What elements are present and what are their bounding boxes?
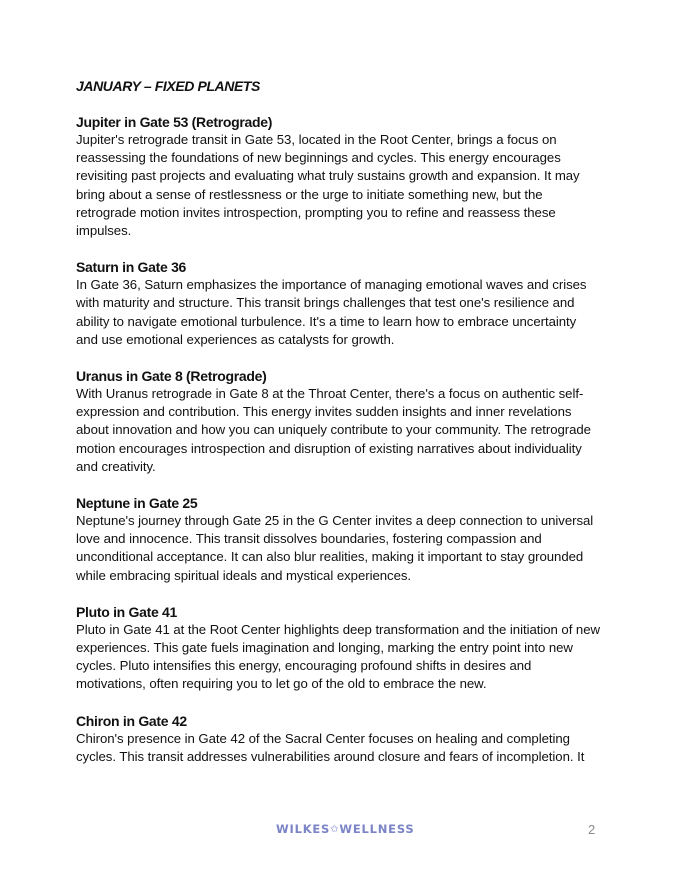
brand-logo-left: WILKES (276, 822, 331, 836)
planet-title: Chiron in Gate 42 (76, 712, 187, 729)
brand-logo (276, 822, 414, 836)
planet-section-uranus (76, 367, 601, 476)
section-heading: JANUARY – FIXED PLANETS (76, 78, 260, 94)
planet-title: Uranus in Gate 8 (Retrograde) (76, 368, 267, 385)
planet-body: Chiron's presence in Gate 42 of the Sacral Center focuses on healing and completing cycles. This transit addresses vulnerabilities around closure and fears of incompletion. It (76, 730, 585, 764)
planet-title: Pluto in Gate 41 (76, 603, 177, 620)
planet-body: Jupiter's retrograde transit in Gate 53, located in the Root Center, brings a focus on reassessing the foundations of new beginnings and cycles. This energy encourages revisiting past projects and evaluating what truly sustains growth and expansion. It may bring about a sense of restlessness or the urge to initiate something new, but the retrograde motion invites introspection, prompting you to refine and reassess these impulses. (76, 132, 580, 239)
planet-body: In Gate 36, Saturn emphasizes the importance of managing emotional waves and crises with maturity and structure. This transit brings challenges that test one's resilience and ability to navigate emotional turbulence. It's a time to learn how to embrace uncertainty and use emotional experiences as catalysts for growth. (76, 277, 587, 347)
star-icon: ✩ (330, 824, 340, 835)
planet-title: Saturn in Gate 36 (76, 259, 187, 276)
planet-section-saturn (76, 258, 601, 349)
planet-title: Jupiter in Gate 53 (Retrograde) (76, 114, 273, 130)
brand-logo-right: WELLNESS (339, 822, 415, 836)
planet-body: Neptune's journey through Gate 25 in the G Center invites a deep connection to universal love and innocence. This transit dissolves boundaries, fostering compassion and unconditional acceptance. It can also blur realities, making it important to stay grounded while embracing spiritual ideals and mystical experiences. (76, 513, 594, 583)
planet-body: Pluto in Gate 41 at the Root Center highlights deep transformation and the initiation of new experiences. This gate fuels imagination and longing, marking the entry point into new cycles. Pluto intensifies this energy, encouraging profound shifts in desires and motivations, often requiring you to let go of the old to embrace the new. (76, 621, 600, 692)
page-content (76, 77, 601, 784)
planet-section-pluto (76, 603, 601, 694)
page-number: 2 (588, 822, 596, 837)
planet-title: Neptune in Gate 25 (76, 495, 198, 512)
planet-section-chiron (76, 712, 601, 766)
planet-section-jupiter (76, 113, 601, 240)
planet-body: With Uranus retrograde in Gate 8 at the Throat Center, there's a focus on authentic self-expression and contribution. This energy invites sudden insights and inner revelations about innovation and how you can uniquely contribute to your community. The retrograde motion encourages introspection and disruption of existing narratives about individuality and creativity. (76, 386, 591, 474)
planet-section-neptune (76, 494, 601, 585)
